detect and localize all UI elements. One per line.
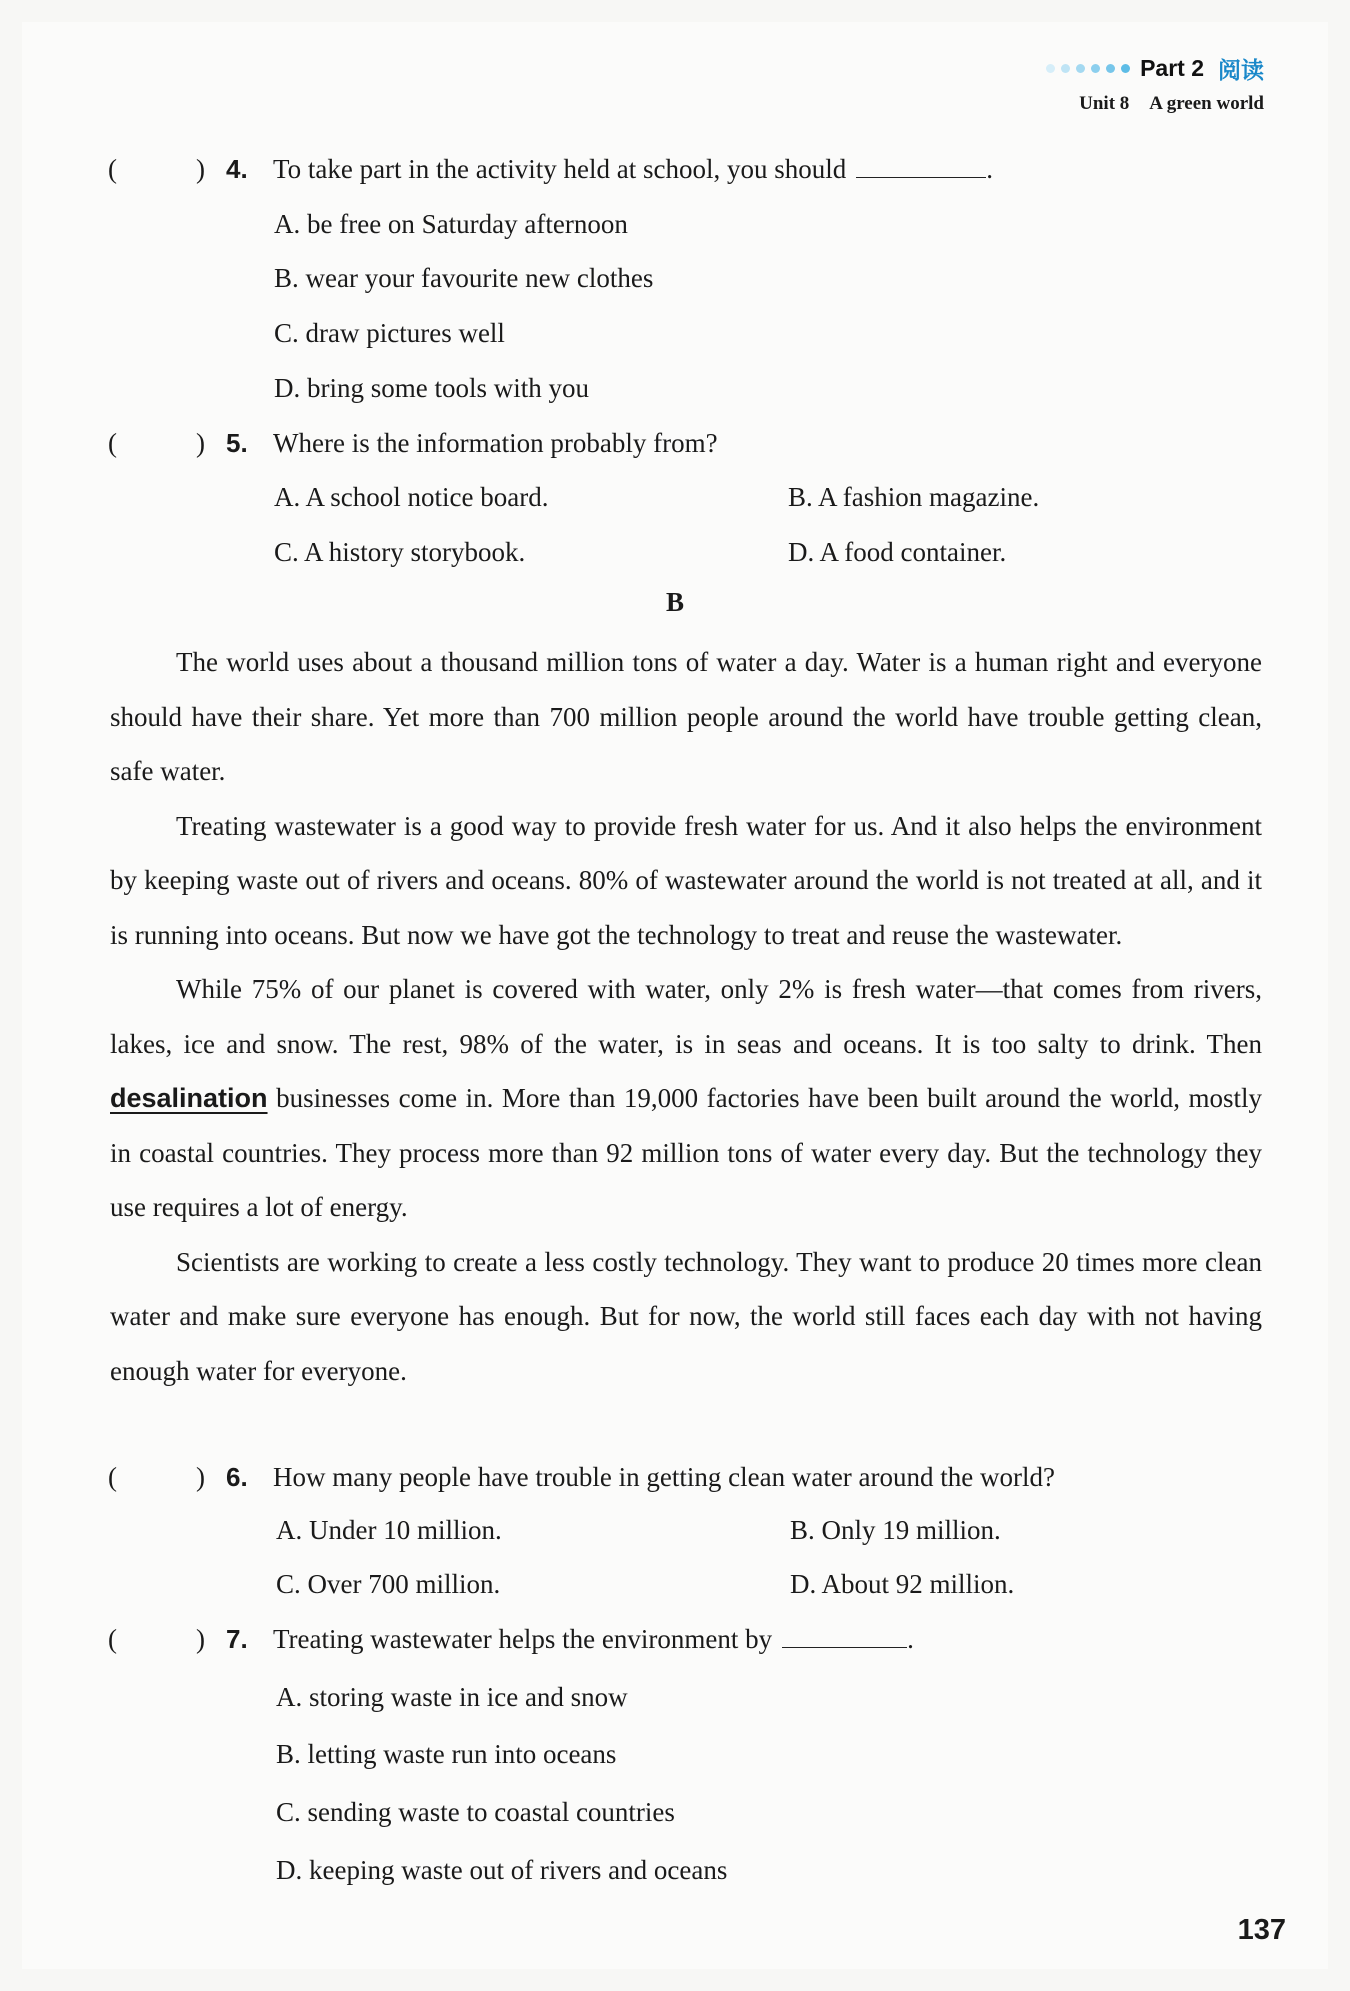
part-label: Part 2 [1140, 55, 1204, 81]
answer-paren-open: ( [108, 428, 117, 458]
question-number: 5. [226, 428, 248, 458]
answer-paren-close: ) [196, 1462, 205, 1492]
question-number: 4. [226, 154, 248, 184]
answer-paren-close: ) [196, 428, 205, 458]
answer-blank[interactable] [782, 1623, 907, 1648]
question-number: 7. [226, 1624, 248, 1654]
q6-option-a: A. Under 10 million. [276, 1515, 502, 1545]
section-heading: B [665, 587, 684, 617]
unit-title: A green world [1149, 93, 1264, 114]
header-top-row [1046, 52, 1264, 85]
question-stem: How many people have trouble in getting clean water around the world? [273, 1462, 1055, 1492]
question-stem: Treating wastewater helps the environment by . [273, 1624, 914, 1654]
page-number: 137 [1237, 1914, 1286, 1946]
q5-option-a: A. A school notice board. [274, 482, 549, 512]
answer-paren-close: ) [196, 154, 205, 184]
passage-paragraph-2: Treating wastewater is a good way to provide fresh water for us. And it also helps the environment by keeping waste out of rivers and oceans. 80% of wastewater around the world is not treated at all, and it is running into oceans. But now we have got the technology to treat and reuse the wastewater. [110, 810, 1262, 950]
q7-option-a: A. storing waste in ice and snow [276, 1682, 628, 1712]
answer-paren-open: ( [108, 1624, 117, 1654]
q7-option-d: D. keeping waste out of rivers and oceans [276, 1855, 728, 1885]
q4-option-a: A. be free on Saturday afternoon [274, 209, 628, 239]
highlighted-keyword: desalination [110, 1083, 268, 1113]
answer-paren-open: ( [108, 1462, 117, 1492]
passage-paragraph-3: While 75% of our planet is covered with water, only 2% is fresh water—that comes from rivers, lakes, ice and snow. The rest, 98% of the water, is in seas and oceans. It is too salty to drink. Then desalination businesses come in. More than 19,000 factories have been built around the world, mostly in coastal countries. They process more than 92 million tons of water every day. But the technology they use requires a lot of energy. [110, 974, 1262, 1222]
reading-passage [110, 635, 1262, 1398]
question-stem: To take part in the activity held at school, you should . [273, 154, 993, 184]
q7-option-b: B. letting waste run into oceans [276, 1739, 617, 1769]
q6-option-c: C. Over 700 million. [276, 1569, 501, 1599]
q4-option-c: C. draw pictures well [274, 318, 505, 348]
unit-line [1046, 93, 1264, 115]
page-header [1046, 52, 1264, 115]
q5-option-d: D. A food container. [788, 537, 1007, 567]
question-stem: Where is the information probably from? [273, 428, 718, 458]
decorative-dots-icon [1046, 64, 1130, 73]
q5-option-b: B. A fashion magazine. [788, 482, 1040, 512]
unit-number: Unit 8 [1079, 93, 1130, 114]
passage-paragraph-4: Scientists are working to create a less costly technology. They want to produce 20 times more clean water and make sure everyone has enough. But for now, the world still faces each day with not having enough water for everyone. [110, 1246, 1262, 1386]
q4-option-d: D. bring some tools with you [274, 373, 589, 403]
q6-option-d: D. About 92 million. [790, 1569, 1015, 1599]
passage-paragraph-1: The world uses about a thousand million tons of water a day. Water is a human right and everyone should have their share. Yet more than 700 million people around the world have trouble getting clean, safe water. [110, 647, 1262, 786]
part-chinese-label: 阅读 [1218, 58, 1264, 84]
answer-paren-open: ( [108, 154, 117, 184]
q7-option-c: C. sending waste to coastal countries [276, 1797, 675, 1827]
q5-option-c: C. A history storybook. [274, 537, 526, 567]
answer-blank[interactable] [856, 153, 986, 178]
answer-paren-close: ) [196, 1624, 205, 1654]
question-number: 6. [226, 1462, 248, 1492]
q6-option-b: B. Only 19 million. [790, 1515, 1001, 1545]
q4-option-b: B. wear your favourite new clothes [274, 263, 654, 293]
